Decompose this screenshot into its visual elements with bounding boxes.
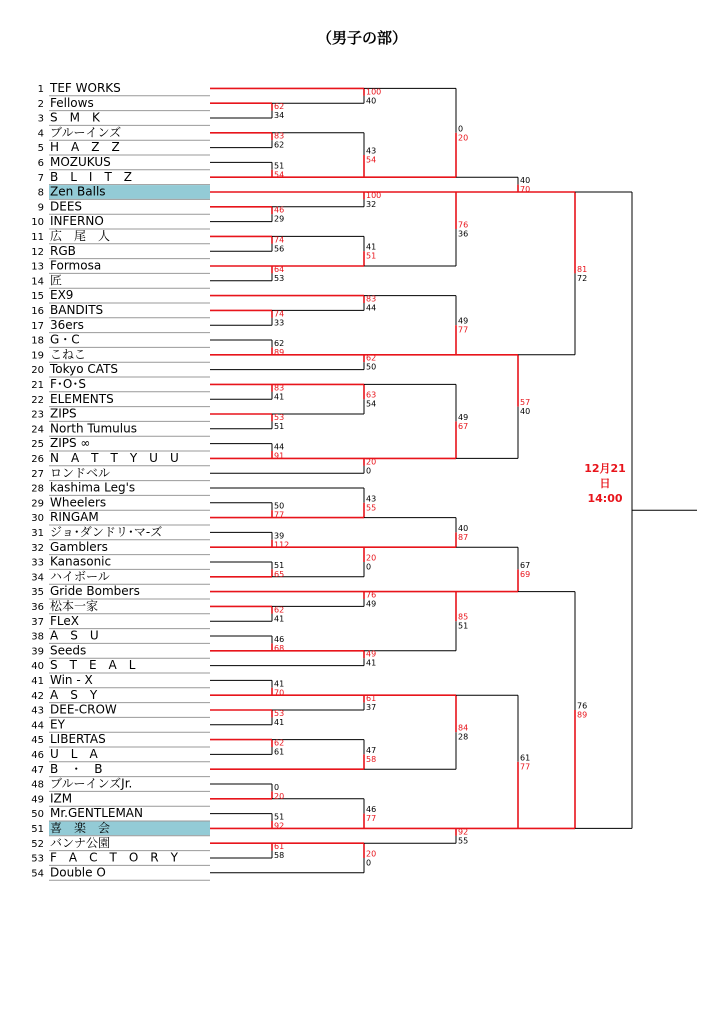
score-top: 51 xyxy=(274,560,285,570)
team-number: 26 xyxy=(31,454,44,465)
team-number: 48 xyxy=(31,779,44,791)
score-top: 64 xyxy=(274,264,285,274)
score-top: 43 xyxy=(366,494,377,504)
score-bottom: 77 xyxy=(458,325,469,335)
team-number: 54 xyxy=(31,868,44,880)
team-name: ZIPS xyxy=(50,406,77,421)
score-top: 92 xyxy=(458,827,469,837)
team-name: Tokyo CATS xyxy=(50,362,119,377)
team-number: 35 xyxy=(31,587,44,599)
team-name: B L I T Z xyxy=(50,169,133,184)
team-name: 広 尾 人 xyxy=(50,229,111,243)
score-bottom: 54 xyxy=(274,170,285,180)
team-name: Double O xyxy=(50,865,106,880)
team-name: A S U xyxy=(50,628,99,643)
team-name: ZIPS ∞ xyxy=(50,436,91,451)
team-number: 6 xyxy=(37,158,44,169)
team-number: 23 xyxy=(31,409,44,421)
team-name: ブルーインズ xyxy=(50,125,122,140)
score-bottom: 0 xyxy=(366,466,372,476)
score-bottom: 41 xyxy=(274,614,285,624)
score-bottom: 41 xyxy=(274,717,285,727)
team-number: 46 xyxy=(31,750,44,761)
score-bottom: 28 xyxy=(458,732,469,742)
score-bottom: 55 xyxy=(458,836,469,846)
score-bottom: 0 xyxy=(366,858,372,868)
score-top: 20 xyxy=(366,553,377,563)
team-name: ロンドベル xyxy=(50,465,111,480)
score-bottom: 20 xyxy=(274,791,285,801)
score-top: 62 xyxy=(274,102,285,112)
score-bottom: 51 xyxy=(274,421,285,431)
team-number: 51 xyxy=(31,824,44,835)
score-top: 43 xyxy=(366,146,377,156)
team-number: 33 xyxy=(31,557,44,569)
score-bottom: 40 xyxy=(366,96,377,106)
team-name: Mr.GENTLEMAN xyxy=(50,806,143,821)
score-top: 83 xyxy=(274,383,285,393)
team-name: U L A xyxy=(50,747,98,761)
score-top: 53 xyxy=(274,412,285,422)
team-name: RINGAM xyxy=(50,510,99,525)
score-bottom: 51 xyxy=(458,621,469,631)
team-number: 28 xyxy=(31,483,44,495)
score-bottom: 69 xyxy=(520,569,531,579)
score-bottom: 112 xyxy=(274,540,290,550)
team-name: G・C xyxy=(50,332,80,347)
team-name: ELEMENTS xyxy=(50,391,114,406)
team-number: 31 xyxy=(31,528,44,539)
team-number: 19 xyxy=(31,350,44,362)
score-top: 41 xyxy=(366,242,377,252)
score-top: 81 xyxy=(577,264,588,274)
score-bottom: 55 xyxy=(366,503,377,513)
score-bottom: 36 xyxy=(458,229,469,239)
score-bottom: 53 xyxy=(274,273,285,283)
score-top: 62 xyxy=(274,738,285,748)
team-name: 松本一家 xyxy=(50,599,99,613)
team-name: F A C T O R Y xyxy=(50,850,178,865)
score-top: 47 xyxy=(366,745,377,755)
team-rows xyxy=(31,81,210,880)
score-top: 20 xyxy=(366,849,377,859)
team-number: 22 xyxy=(31,394,44,406)
score-top: 49 xyxy=(366,649,377,659)
score-bottom: 50 xyxy=(366,362,377,372)
score-top: 62 xyxy=(366,353,377,363)
score-bottom: 77 xyxy=(366,814,377,824)
score-bottom: 92 xyxy=(274,821,285,831)
score-top: 51 xyxy=(274,812,285,822)
score-top: 76 xyxy=(577,701,588,711)
score-top: 84 xyxy=(458,723,469,733)
team-name: H A Z Z xyxy=(50,140,120,155)
team-number: 44 xyxy=(31,720,44,732)
score-top: 62 xyxy=(274,338,285,348)
team-number: 16 xyxy=(31,306,44,317)
team-number: 21 xyxy=(31,380,44,391)
score-bottom: 58 xyxy=(366,754,377,764)
team-name: ハイボール xyxy=(50,569,110,584)
score-top: 61 xyxy=(274,842,285,852)
score-bottom: 40 xyxy=(520,407,531,417)
team-name: DEE-CROW xyxy=(50,702,117,717)
score-top: 39 xyxy=(274,531,285,541)
final-info xyxy=(584,462,626,505)
team-number: 9 xyxy=(37,202,44,214)
team-name: kashima Leg's xyxy=(50,480,136,495)
team-number: 45 xyxy=(31,735,44,747)
score-top: 46 xyxy=(274,205,285,215)
team-name: S T E A L xyxy=(50,658,136,673)
score-bottom: 61 xyxy=(274,747,285,757)
team-name: IZM xyxy=(50,791,73,806)
score-bottom: 77 xyxy=(274,510,285,520)
team-number: 38 xyxy=(31,631,44,643)
final-date: 12月21 xyxy=(584,462,626,475)
score-bottom: 20 xyxy=(458,133,469,143)
team-name: DEES xyxy=(50,199,83,214)
score-top: 46 xyxy=(274,634,285,644)
team-name: F･O･S xyxy=(50,377,86,391)
team-number: 49 xyxy=(31,794,44,806)
team-number: 24 xyxy=(31,424,44,436)
team-number: 5 xyxy=(37,143,44,155)
score-bottom: 51 xyxy=(366,251,377,261)
team-number: 1 xyxy=(37,84,44,95)
team-name: B ・ B xyxy=(50,761,103,776)
team-name: FLeX xyxy=(50,613,79,628)
score-bottom: 56 xyxy=(274,244,285,254)
score-top: 41 xyxy=(274,679,285,689)
score-bottom: 44 xyxy=(366,303,377,313)
team-name: 36ers xyxy=(50,317,84,332)
score-top: 74 xyxy=(274,235,285,245)
team-name: Kanasonic xyxy=(50,554,112,569)
team-number: 15 xyxy=(31,291,44,303)
team-number: 2 xyxy=(37,98,44,110)
score-bottom: 33 xyxy=(274,318,285,328)
team-number: 43 xyxy=(31,705,44,717)
team-name: ブルーインズJr. xyxy=(50,776,133,791)
team-name: Formosa xyxy=(50,258,102,273)
score-top: 62 xyxy=(274,605,285,615)
team-name: Gride Bombers xyxy=(50,584,140,599)
team-number: 8 xyxy=(37,187,44,199)
team-number: 18 xyxy=(31,335,44,347)
team-number: 53 xyxy=(31,853,44,865)
score-bottom: 70 xyxy=(520,185,531,195)
score-top: 20 xyxy=(366,457,377,467)
team-number: 7 xyxy=(37,172,44,184)
page-title: （男子の部） xyxy=(316,29,407,47)
team-name: 喜 楽 会 xyxy=(50,821,111,835)
team-name: A S Y xyxy=(50,687,98,702)
team-number: 30 xyxy=(31,513,44,525)
team-number: 11 xyxy=(31,232,44,243)
team-number: 37 xyxy=(31,616,44,628)
score-top: 100 xyxy=(366,87,382,97)
team-name: North Tumulus xyxy=(50,421,137,436)
score-bottom: 89 xyxy=(577,710,588,720)
score-bottom: 41 xyxy=(274,392,285,402)
team-name: Zen Balls xyxy=(50,184,106,199)
score-bottom: 58 xyxy=(274,851,285,861)
score-top: 49 xyxy=(458,412,469,422)
team-number: 47 xyxy=(31,764,44,776)
team-name: EY xyxy=(50,717,65,732)
bracket-scores xyxy=(274,87,587,867)
team-name: Wheelers xyxy=(50,495,107,510)
score-top: 74 xyxy=(274,309,285,319)
score-bottom: 41 xyxy=(366,658,377,668)
score-bottom: 77 xyxy=(520,762,531,772)
score-top: 44 xyxy=(274,442,285,452)
score-bottom: 89 xyxy=(274,347,285,357)
score-bottom: 54 xyxy=(366,399,377,409)
team-name: INFERNO xyxy=(50,214,104,229)
team-number: 36 xyxy=(31,602,44,613)
score-top: 83 xyxy=(274,131,285,141)
team-number: 17 xyxy=(31,320,44,332)
team-name: RGB xyxy=(50,243,76,258)
score-bottom: 54 xyxy=(366,155,377,165)
score-top: 76 xyxy=(458,220,469,230)
team-name: N A T T Y U U xyxy=(50,451,179,465)
score-bottom: 65 xyxy=(274,569,285,579)
score-top: 40 xyxy=(520,176,531,186)
team-number: 12 xyxy=(31,246,44,258)
score-bottom: 72 xyxy=(577,273,588,283)
score-bottom: 49 xyxy=(366,599,377,609)
team-name: Fellows xyxy=(50,95,94,110)
team-number: 52 xyxy=(31,838,44,850)
team-number: 14 xyxy=(31,276,44,288)
score-top: 51 xyxy=(274,161,285,171)
score-top: 100 xyxy=(366,190,382,200)
score-bottom: 91 xyxy=(274,451,285,461)
final-day: 日 xyxy=(599,477,611,490)
team-number: 4 xyxy=(37,128,44,140)
score-top: 67 xyxy=(520,560,531,570)
team-name: MOZUKUS xyxy=(50,155,111,169)
score-top: 85 xyxy=(458,612,469,622)
team-number: 42 xyxy=(31,690,44,702)
score-top: 49 xyxy=(458,316,469,326)
score-top: 76 xyxy=(366,590,377,600)
team-number: 13 xyxy=(31,261,44,273)
score-bottom: 67 xyxy=(458,421,469,431)
score-bottom: 87 xyxy=(458,532,469,542)
team-number: 39 xyxy=(31,646,44,658)
score-top: 53 xyxy=(274,708,285,718)
team-name: こねこ xyxy=(50,347,87,362)
score-bottom: 34 xyxy=(274,111,285,121)
score-bottom: 29 xyxy=(274,214,285,224)
score-bottom: 68 xyxy=(274,643,285,653)
score-top: 63 xyxy=(366,390,377,400)
team-number: 3 xyxy=(37,113,44,125)
team-name: EX9 xyxy=(50,288,74,303)
score-bottom: 70 xyxy=(274,688,285,698)
team-name: LIBERTAS xyxy=(50,732,106,747)
score-top: 46 xyxy=(366,805,377,815)
score-top: 50 xyxy=(274,501,285,511)
score-top: 0 xyxy=(274,782,280,792)
team-number: 41 xyxy=(31,676,44,687)
team-number: 34 xyxy=(31,572,44,584)
team-name: Win - X xyxy=(50,673,93,687)
final-time: 14:00 xyxy=(587,492,623,505)
team-number: 29 xyxy=(31,498,44,510)
team-number: 50 xyxy=(31,809,44,821)
team-number: 20 xyxy=(31,365,44,377)
team-name: BANDITS xyxy=(50,303,104,317)
score-bottom: 32 xyxy=(366,199,377,209)
team-name: ジョ･ダンドリ･マ-ズ xyxy=(50,525,163,539)
team-name: Seeds xyxy=(50,643,87,658)
team-number: 25 xyxy=(31,439,44,451)
team-number: 27 xyxy=(31,468,44,480)
team-name: S M K xyxy=(50,110,100,125)
team-number: 40 xyxy=(31,661,44,673)
score-bottom: 37 xyxy=(366,703,377,713)
score-top: 57 xyxy=(520,398,531,408)
score-top: 61 xyxy=(366,694,377,704)
team-name: Gamblers xyxy=(50,539,108,554)
score-bottom: 62 xyxy=(274,140,285,150)
score-bottom: 0 xyxy=(366,562,372,572)
team-name: バンナ公園 xyxy=(50,835,111,850)
team-number: 32 xyxy=(31,542,44,554)
team-number: 10 xyxy=(31,217,44,229)
score-top: 40 xyxy=(458,523,469,533)
team-name: 匠 xyxy=(50,273,63,288)
score-top: 0 xyxy=(458,124,464,134)
team-name: TEF WORKS xyxy=(50,81,121,95)
score-top: 61 xyxy=(520,753,531,763)
score-top: 83 xyxy=(366,294,377,304)
